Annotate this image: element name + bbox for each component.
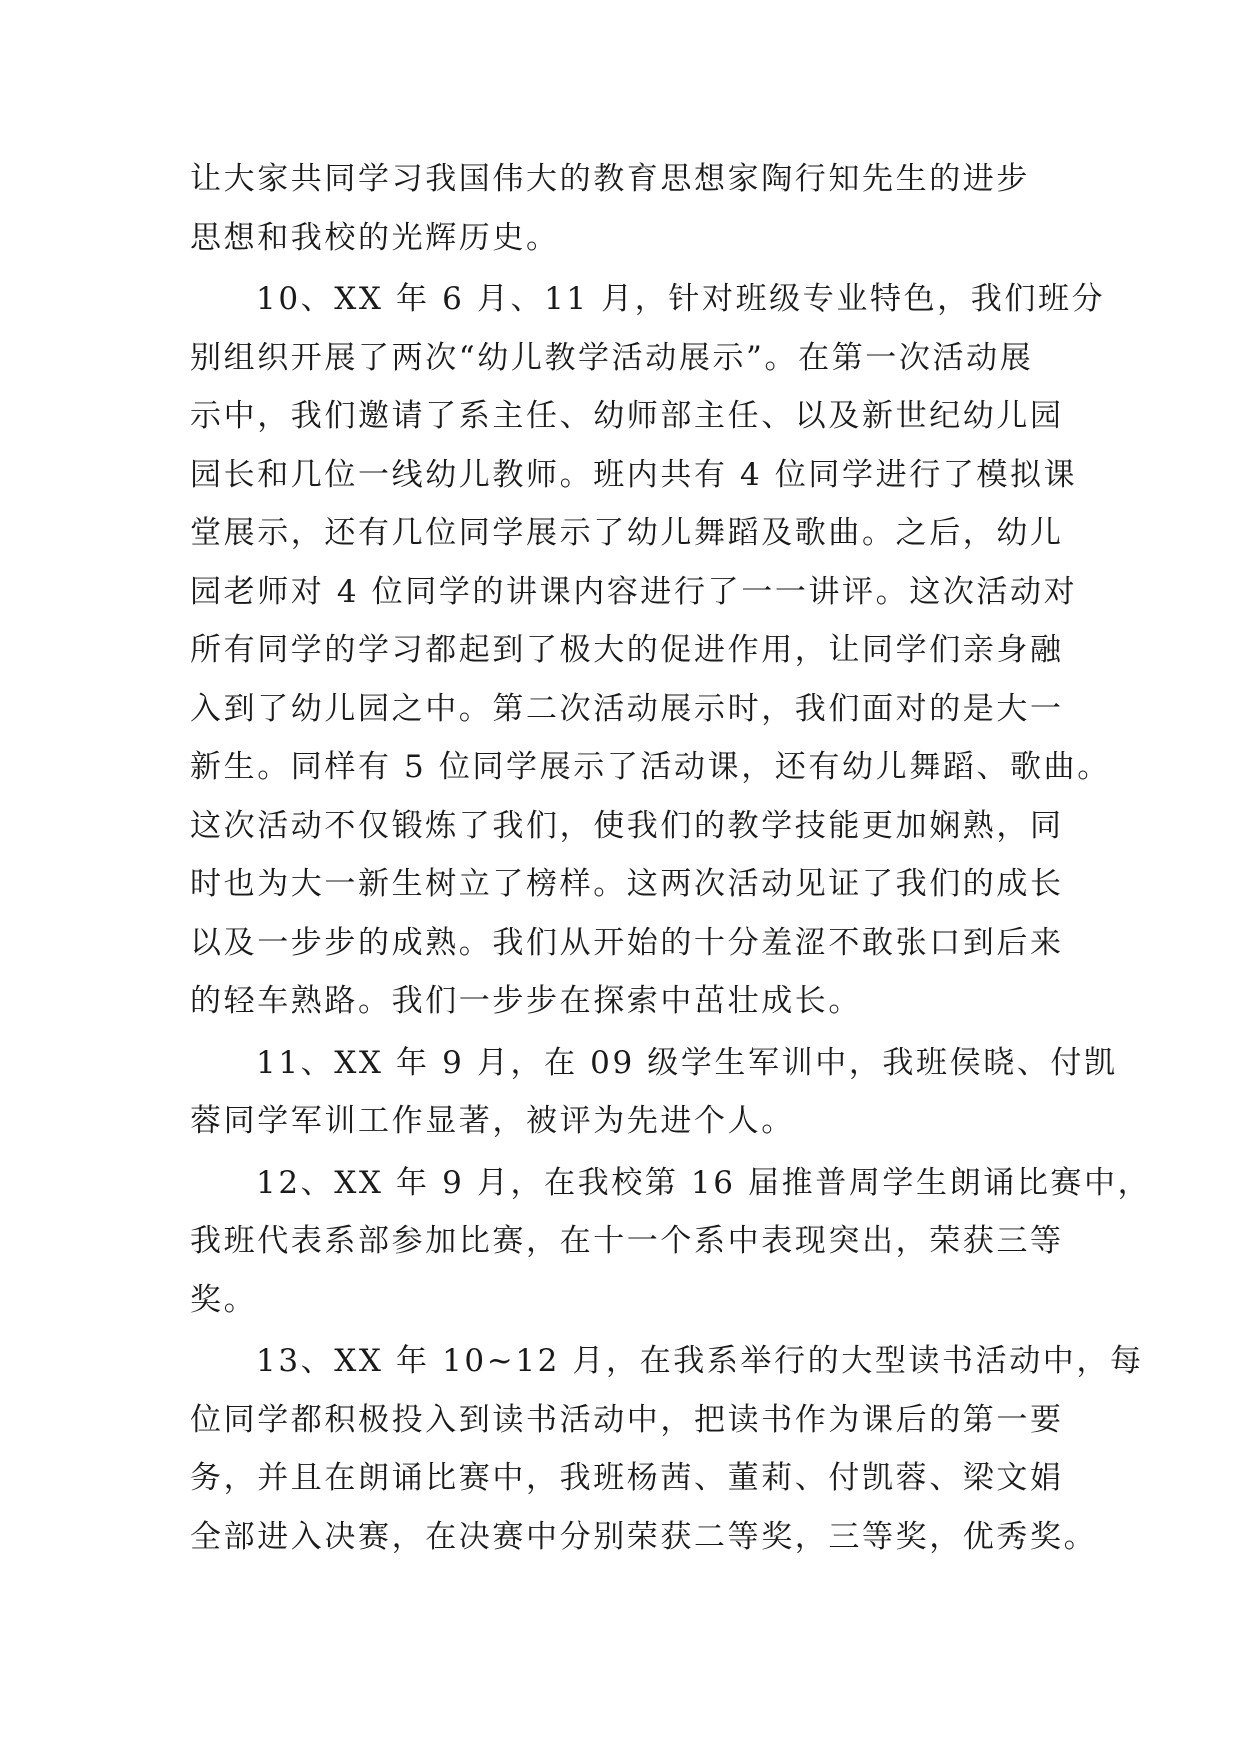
paragraph-item-13 (190, 1332, 1144, 1566)
text-line: 奖。 (190, 1281, 258, 1318)
document-body (190, 150, 1152, 1566)
text-line: 我班代表系部参加比赛，在十一个系中表现突出，荣获三等 (190, 1223, 1064, 1259)
text-line: 别组织开展了两次“幼儿教学活动展示”。在第一次活动展 (190, 339, 1034, 376)
text-line: 新生。同样有 5 位同学展示了活动课，还有幼儿舞蹈、歌曲。 (190, 749, 1111, 785)
text-line: 让大家共同学习我国伟大的教育思想家陶行知先生的进步 (190, 161, 1030, 197)
text-line: 务，并且在朗诵比赛中，我班杨茜、董莉、付凯蓉、梁文娟 (190, 1460, 1064, 1496)
text-line: 位同学都积极投入到读书活动中，把读书作为课后的第一要 (190, 1401, 1064, 1438)
text-line: 蓉同学军训工作显著，被评为先进个人。 (190, 1103, 795, 1139)
text-line: 13、XX 年 10~12 月，在我系举行的大型读书活动中，每 (256, 1343, 1144, 1379)
text-line: 堂展示，还有几位同学展示了幼儿舞蹈及歌曲。之后，幼儿 (190, 515, 1064, 551)
text-line: 这次活动不仅锻炼了我们，使我们的教学技能更加娴熟，同 (190, 807, 1064, 844)
text-line: 12、XX 年 9 月，在我校第 16 届推普周学生朗诵比赛中， (256, 1164, 1152, 1201)
text-line: 园长和几位一线幼儿教师。班内共有 4 位同学进行了模拟课 (190, 456, 1078, 493)
text-line: 入到了幼儿园之中。第二次活动展示时，我们面对的是大一 (190, 690, 1064, 727)
text-line: 的轻车熟路。我们一步步在探索中茁壮成长。 (190, 983, 862, 1019)
text-line: 示中，我们邀请了系主任、幼师部主任、以及新世纪幼儿园 (190, 398, 1064, 434)
text-line: 思想和我校的光辉历史。 (190, 219, 560, 256)
paragraph-item-10 (190, 270, 1111, 1031)
paragraph-item-11 (190, 1034, 1118, 1151)
text-line: 所有同学的学习都起到了极大的促进作用，让同学们亲身融 (190, 632, 1064, 668)
paragraph-continuation (190, 150, 1060, 267)
text-line: 10、XX 年 6 月、11 月，针对班级专业特色，我们班分 (256, 281, 1106, 317)
text-line: 园老师对 4 位同学的讲课内容进行了一一讲评。这次活动对 (190, 573, 1078, 610)
text-line: 时也为大一新生树立了榜样。这两次活动见证了我们的成长 (190, 866, 1064, 902)
text-line: 11、XX 年 9 月，在 09 级学生军训中，我班侯晓、付凯 (256, 1044, 1118, 1081)
text-line: 以及一步步的成熟。我们从开始的十分羞涩不敢张口到后来 (190, 924, 1064, 961)
paragraph-item-12 (190, 1154, 1152, 1330)
text-line: 全部进入决赛，在决赛中分别荣获二等奖，三等奖，优秀奖。 (190, 1518, 1098, 1555)
